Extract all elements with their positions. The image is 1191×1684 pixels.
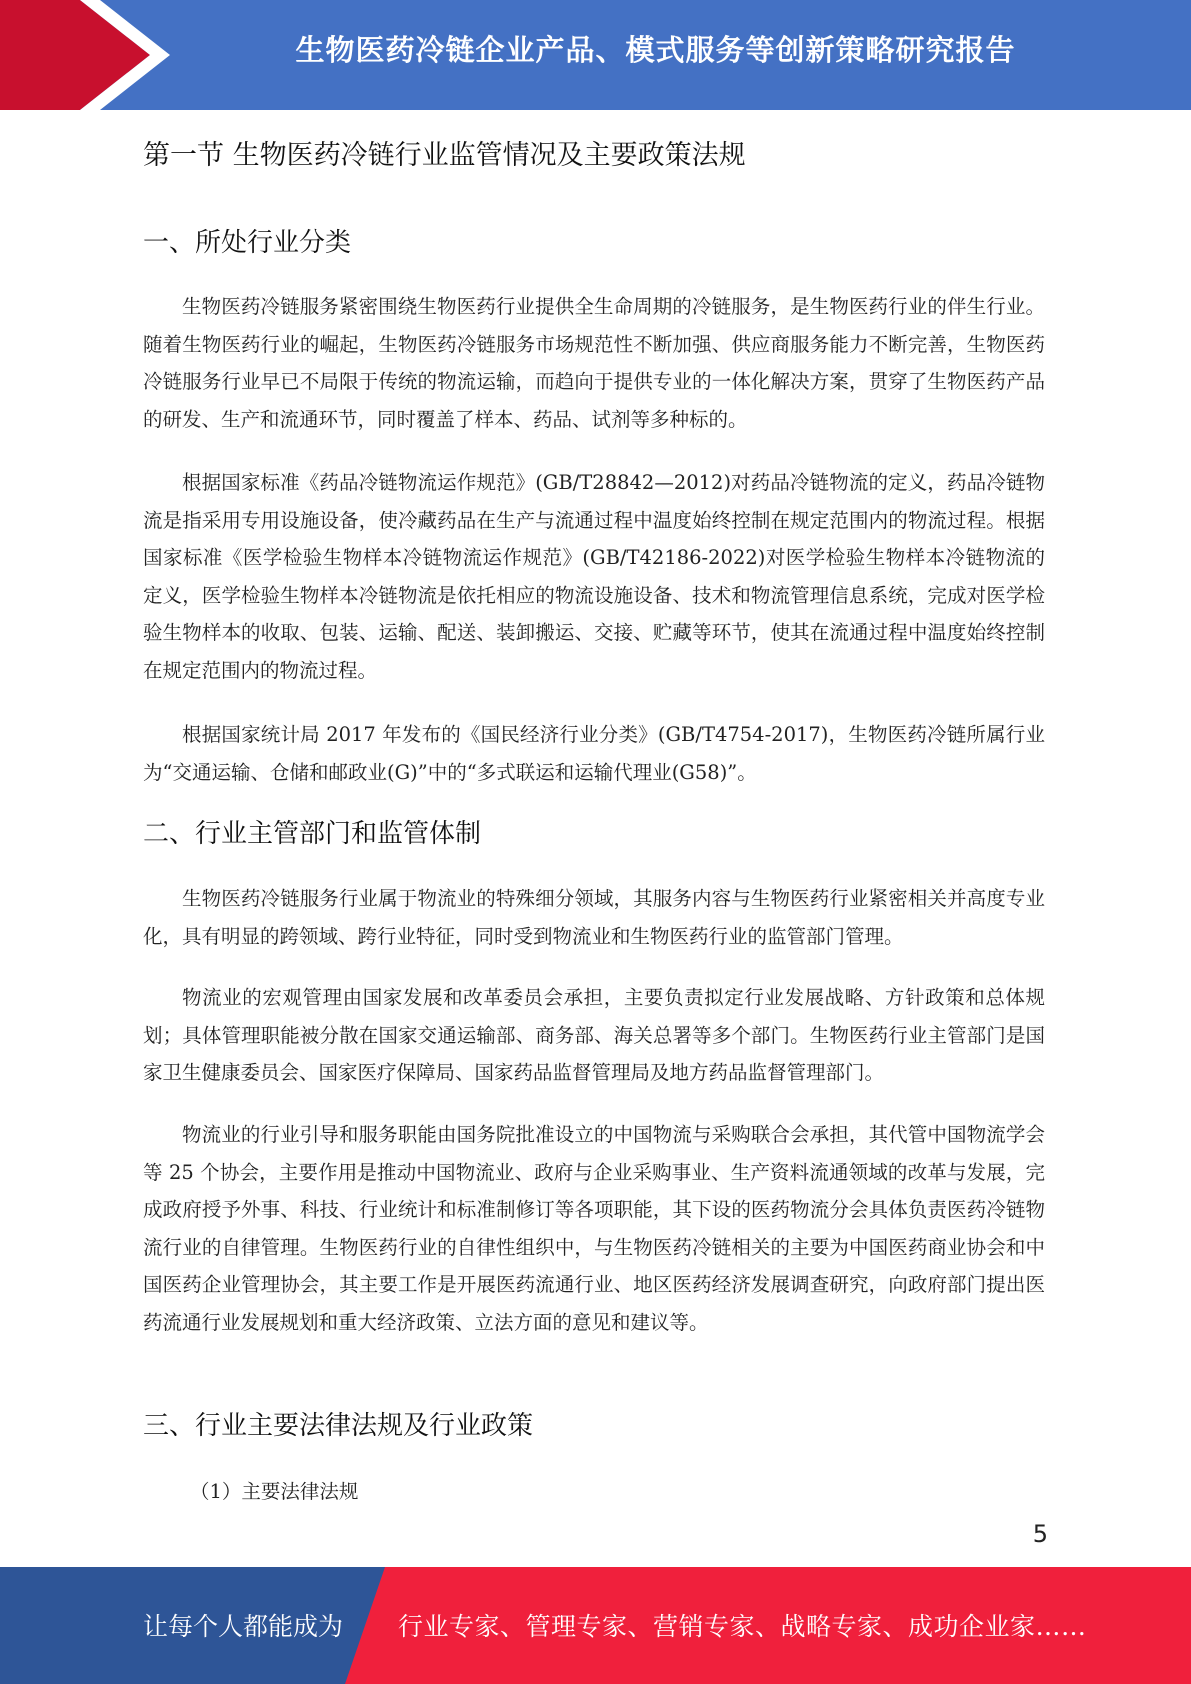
paragraph: 物流业的行业引导和服务职能由国务院批准设立的中国物流与采购联合会承担，其代管中国物流学会等 25 个协会，主要作用是推动中国物流业、政府与企业采购事业、生产资料流通领域的改革与发展，完成政府授予外事、科技、行业统计和标准制修订等各项职能，其下设的医药物流分会具体负责医药冷链物流行业的自律管理。生物医药行业的自律性组织中，与生物医药冷链相关的主要为中国医药商业协会和中国医药企业管理协会，其主要工作是开展医药流通行业、地区医药经济发展调查研究，向政府部门提出医药流通行业发展规划和重大经济政策、立法方面的意见和建议等。 (143, 1123, 1045, 1334)
paragraph: 物流业的宏观管理由国家发展和改革委员会承担，主要负责拟定行业发展战略、方针政策和总体规划；具体管理职能被分散在国家交通运输部、商务部、海关总署等多个部门。生物医药行业主管部门是国家卫生健康委员会、国家医疗保障局、国家药品监督管理局及地方药品监督管理部门。 (143, 986, 1045, 1084)
header-title: 生物医药冷链企业产品、模式服务等创新策略研究报告 (295, 33, 1016, 67)
section-title-1: 一、所处行业分类 (143, 228, 352, 258)
paragraph: 生物医药冷链服务行业属于物流业的特殊细分领域，其服务内容与生物医药行业紧密相关并高度专业化，具有明显的跨领域、跨行业特征，同时受到物流业和生物医药行业的监管部门管理。 (143, 887, 1045, 948)
paragraph: 根据国家统计局 2017 年发布的《国民经济行业分类》(GB/T4754-2017)，生物医药冷链所属行业为“交通运输、仓储和邮政业(G)”中的“多式联运和运输代理业(G58)”。 (143, 723, 1045, 784)
page-number: 5 (1032, 1520, 1048, 1548)
section-title-3: 三、行业主要法律法规及行业政策 (143, 1411, 534, 1441)
page-header (0, 0, 1191, 110)
subsection-label: （1）主要法律法规 (190, 1480, 359, 1503)
paragraph: 生物医药冷链服务紧密围绕生物医药行业提供全生命周期的冷链服务，是生物医药行业的伴生行业。随着生物医药行业的崛起，生物医药冷链服务市场规范性不断加强、供应商服务能力不断完善，生物医药冷链服务行业早已不局限于传统的物流运输，而趋向于提供专业的一体化解决方案，贯穿了生物医药产品的研发、生产和流通环节，同时覆盖了样本、药品、试剂等多种标的。 (143, 295, 1045, 431)
footer-slogan-right: 行业专家、管理专家、营销专家、战略专家、成功企业家…… (398, 1612, 1087, 1641)
chapter-title: 第一节 生物医药冷链行业监管情况及主要政策法规 (143, 140, 746, 171)
footer-slogan-left: 让每个人都能成为 (143, 1612, 344, 1641)
paragraph: 根据国家标准《药品冷链物流运作规范》(GB/T28842—2012)对药品冷链物流的定义，药品冷链物流是指采用专用设施设备，使冷藏药品在生产与流通过程中温度始终控制在规定范围内的物流过程。根据国家标准《医学检验生物样本冷链物流运作规范》(GB/T42186-2022)对医学检验生物样本冷链物流的定义，医学检验生物样本冷链物流是依托相应的物流设施设备、技术和物流管理信息系统，完成对医学检验生物样本的收取、包装、运输、配送、装卸搬运、交接、贮藏等环节，使其在流通过程中温度始终控制在规定范围内的物流过程。 (143, 471, 1045, 682)
page-footer (0, 1567, 1191, 1684)
section-title-2: 二、行业主管部门和监管体制 (143, 819, 482, 849)
